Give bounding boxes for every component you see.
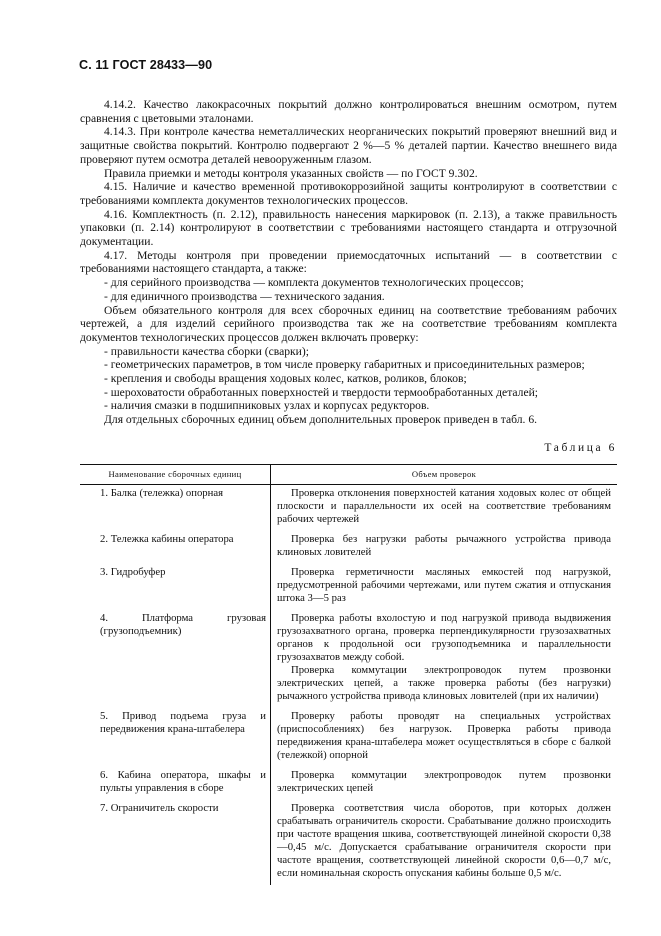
table-body <box>80 484 617 885</box>
unit-name-cell: 2. Тележка кабины оператора <box>80 531 271 564</box>
body-text <box>80 98 617 427</box>
table-row <box>80 708 617 767</box>
paragraph: - для единичного производства — технического задания. <box>104 289 385 303</box>
table-row <box>80 767 617 800</box>
checks-cell <box>271 767 618 800</box>
paragraph: - для серийного производства — комплекта документов технологических процессов; <box>104 276 524 290</box>
table-label: Таблица 6 <box>544 441 617 454</box>
table-row <box>80 800 617 885</box>
checks-cell <box>271 531 618 564</box>
paragraph: 4.17. Методы контроля при проведении приемосдаточных испытаний — в соответствии с требованиями настоящего стандарта, а также: <box>80 248 617 276</box>
paragraph: - шероховатости обработанных поверхностей и твердости термообработанных деталей; <box>104 385 539 399</box>
checks-cell <box>271 800 618 885</box>
check-text: Проверка герметичности масляных емкостей под нагрузкой, предусмотренной рабочими чертежами, или путем сжатия и отпускания штока 3—5 раз <box>277 565 611 604</box>
check-text: Проверка без нагрузки работы рычажного устройства привода клиновых ловителей <box>277 532 611 558</box>
table-row <box>80 564 617 610</box>
paragraph: Для отдельных сборочных единиц объем дополнительных проверок приведен в табл. 6. <box>104 413 538 427</box>
unit-name-cell: 4. Платформа грузовая (грузоподъемник) <box>80 610 271 708</box>
paragraph: - правильности качества сборки (сварки); <box>104 344 309 358</box>
check-text: Проверка коммутации электропроводок путем прозвонки электрических цепей, а также проверка работы (без нагрузки) рычажного устройства привода клиновых ловителей (при их наличии) <box>277 663 611 702</box>
unit-name-cell: 5. Привод подъема груза и передвижения крана-штабелера <box>80 708 271 767</box>
paragraph: - наличия смазки в подшипниковых узлах и корпусах редукторов. <box>104 399 430 413</box>
paragraph: 4.15. Наличие и качество временной противокоррозийной защиты контролируют в соответствии с требованиями комплекта документов технологических процессов. <box>80 180 617 207</box>
paragraph: - геометрических параметров, в том числе проверку габаритных и присоединительных размеров; <box>104 358 585 372</box>
checks-cell <box>271 610 618 708</box>
table-row <box>80 531 617 564</box>
paragraph: 4.14.3. При контроле качества неметаллических неорганических покрытий проверяют внешний вид и защитные свойства покрытий. Контролю подвергают 2 %—5 % деталей партии. Качество внешнего вида проверяют путем осмотра деталей невооруженным глазом. <box>80 125 617 166</box>
paragraph: 4.14.2. Качество лакокрасочных покрытий должно контролироваться внешним осмотром, путем сравнения с цветовыми эталонами. <box>80 98 617 125</box>
table-row <box>80 484 617 531</box>
table-row <box>80 610 617 708</box>
unit-name-cell: 3. Гидробуфер <box>80 564 271 610</box>
checks-cell <box>271 564 618 610</box>
column-header-units: Наименование сборочных единиц <box>80 464 271 484</box>
inspection-table <box>80 464 617 885</box>
paragraph: Объем обязательного контроля для всех сборочных единиц на соответствие требованиям рабочих чертежей, а для изделий серийного производства так же на соответствие требованиям комплекта документов технологических процессов должен включать проверку: <box>80 303 617 344</box>
unit-name-cell: 6. Кабина оператора, шкафы и пульты управления в сборе <box>80 767 271 800</box>
document-page <box>80 58 617 885</box>
checks-cell <box>271 708 618 767</box>
check-text: Проверка соответствия числа оборотов, при которых должен срабатывать ограничитель скорости. Срабатывание должно происходить при частоте вращения шкива, соответствующей линейной скорости 0,38—0,45 м/с. Допускается срабатывание ограничителя скорости при частоте вращения, соответствующей линейной скорости 0,6—0,7 м/с, если номинальная скорость опускания кабины больше 0,5 м/с. <box>277 801 611 879</box>
paragraph: 4.16. Комплектность (п. 2.12), правильность нанесения маркировок (п. 2.13), а также правильность упаковки (п. 2.14) контролируют в соответствии с требованиями настоящего стандарта и отгрузочной документации. <box>80 207 617 249</box>
column-header-checks: Объем проверок <box>271 464 618 484</box>
check-text: Проверку работы проводят на специальных устройствах (приспособлениях) без нагрузок. Проверка работы привода передвижения крана-штабелера может осуществляться в сборе с балкой (тележкой) опорной <box>277 709 611 761</box>
paragraph: - крепления и свободы вращения ходовых колес, катков, роликов, блоков; <box>104 372 467 386</box>
checks-cell <box>271 484 618 531</box>
unit-name-cell: 1. Балка (тележка) опорная <box>80 484 271 531</box>
check-text: Проверка работы вхолостую и под нагрузкой привода выдвижения грузозахватного органа, проверка перпендикулярности грузозахватных органов к продольной оси грузоподъемника и параллельности грузозахватов между собой. <box>277 611 611 663</box>
check-text: Проверка отклонения поверхностей катания ходовых колес от общей плоскости и параллельности их осей на соответствие требованиям рабочих чертежей <box>277 486 611 525</box>
paragraph: Правила приемки и методы контроля указанных свойств — по ГОСТ 9.302. <box>104 166 478 180</box>
check-text: Проверка коммутации электропроводок путем прозвонки электрических цепей <box>277 768 611 794</box>
table-header-row <box>80 464 617 484</box>
page-header: С. 11 ГОСТ 28433—90 <box>79 58 213 72</box>
unit-name-cell: 7. Ограничитель скорости <box>80 800 271 885</box>
